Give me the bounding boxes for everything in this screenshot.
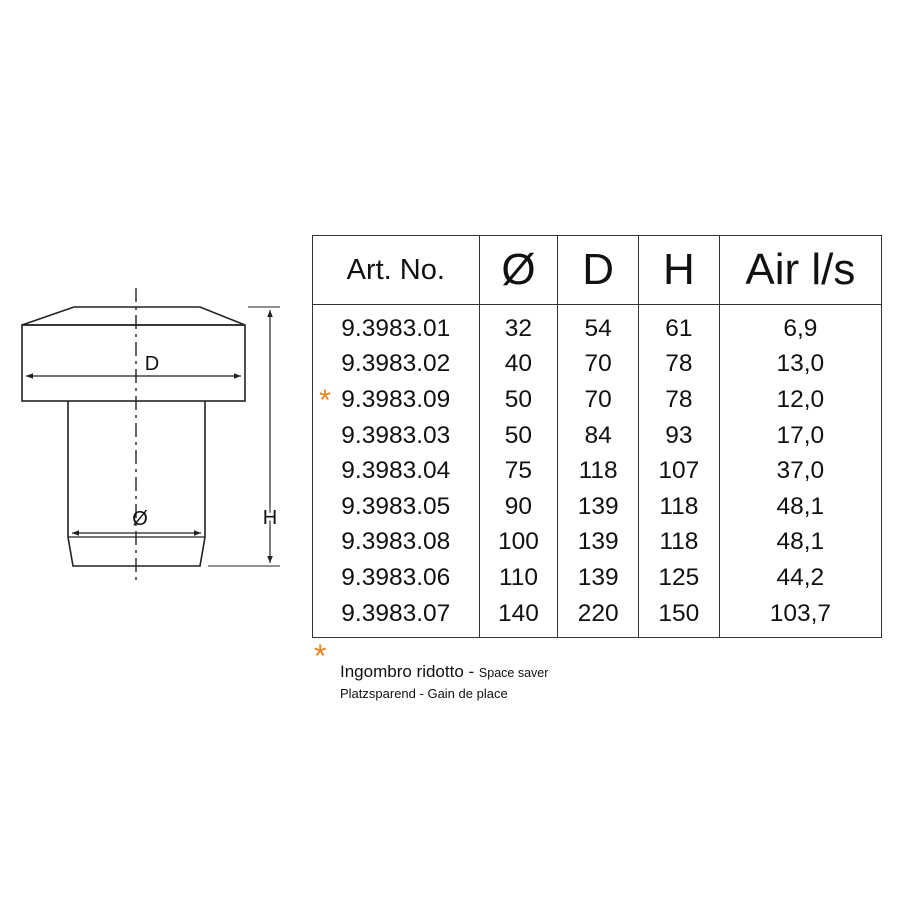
- cell-air: 48,1: [719, 525, 881, 561]
- cell-art-no: 9.3983.02: [341, 350, 451, 378]
- cell-h: 118: [639, 525, 720, 561]
- cell-d: 220: [558, 596, 639, 638]
- h-dimension-label: H: [262, 507, 278, 529]
- cell-diameter: 40: [479, 347, 558, 383]
- cell-air: 12,0: [719, 382, 881, 418]
- cell-air: 48,1: [719, 489, 881, 525]
- cell-d: 54: [558, 305, 639, 347]
- cell-air: 103,7: [719, 596, 881, 638]
- cell-air: 17,0: [719, 418, 881, 454]
- header-art-no: Art. No.: [313, 236, 480, 305]
- legend-french: Gain de place: [427, 686, 508, 701]
- cell-h: 78: [639, 382, 720, 418]
- cell-air: 6,9: [719, 305, 881, 347]
- cell-diameter: 50: [479, 382, 558, 418]
- cell-art-no: 9.3983.05: [341, 492, 451, 520]
- part-drawing: [0, 0, 310, 900]
- cell-art-no: 9.3983.04: [341, 457, 451, 485]
- table-row: [313, 347, 882, 383]
- header-diameter: Ø: [479, 236, 558, 305]
- cell-art-no: 9.3983.09: [341, 385, 451, 413]
- cap-body: [22, 325, 245, 401]
- table-row: [313, 453, 882, 489]
- legend-line-2: [340, 686, 508, 701]
- cell-d: 118: [558, 453, 639, 489]
- cell-air: 37,0: [719, 453, 881, 489]
- table-row: [313, 560, 882, 596]
- table-row: [313, 525, 882, 561]
- cell-art-no: 9.3983.03: [341, 421, 451, 449]
- cell-d: 70: [558, 347, 639, 383]
- cell-diameter: 50: [479, 418, 558, 454]
- table-row: [313, 418, 882, 454]
- cell-diameter: 75: [479, 453, 558, 489]
- cap-bevel: [22, 307, 245, 325]
- cell-air: 13,0: [719, 347, 881, 383]
- legend-separator: -: [415, 686, 428, 701]
- spec-table: [312, 235, 882, 638]
- table-row: [313, 489, 882, 525]
- legend-star-icon: *: [314, 638, 327, 674]
- cell-d: 70: [558, 382, 639, 418]
- cell-h: 150: [639, 596, 720, 638]
- cell-art-no: 9.3983.06: [341, 563, 451, 591]
- cell-air: 44,2: [719, 560, 881, 596]
- diameter-dimension-label: Ø: [132, 508, 148, 530]
- cell-d: 139: [558, 489, 639, 525]
- header-air: Air l/s: [719, 236, 881, 305]
- cell-art-no: 9.3983.08: [341, 528, 451, 556]
- legend-english: Space saver: [478, 666, 549, 680]
- table-row: [313, 305, 882, 347]
- cell-h: 61: [639, 305, 720, 347]
- table-row: [313, 596, 882, 638]
- table-row: [313, 382, 882, 418]
- cell-art-no: 9.3983.07: [341, 599, 451, 627]
- legend-german: Platzsparend: [340, 686, 416, 701]
- legend-line-1: [340, 662, 548, 682]
- cell-diameter: 90: [479, 489, 558, 525]
- cell-h: 125: [639, 560, 720, 596]
- cell-h: 118: [639, 489, 720, 525]
- header-h: H: [639, 236, 720, 305]
- cell-diameter: 110: [479, 560, 558, 596]
- cell-diameter: 100: [479, 525, 558, 561]
- space-saver-star-icon: *: [319, 384, 331, 417]
- legend-italian: Ingombro ridotto -: [340, 662, 479, 681]
- cell-d: 84: [558, 418, 639, 454]
- d-dimension-label: D: [144, 353, 160, 375]
- cell-diameter: 140: [479, 596, 558, 638]
- table-header-row: [313, 236, 882, 305]
- cell-h: 107: [639, 453, 720, 489]
- cell-d: 139: [558, 560, 639, 596]
- cell-d: 139: [558, 525, 639, 561]
- header-d: D: [558, 236, 639, 305]
- cell-h: 93: [639, 418, 720, 454]
- cell-art-no: 9.3983.01: [341, 314, 451, 342]
- cell-h: 78: [639, 347, 720, 383]
- cell-diameter: 32: [479, 305, 558, 347]
